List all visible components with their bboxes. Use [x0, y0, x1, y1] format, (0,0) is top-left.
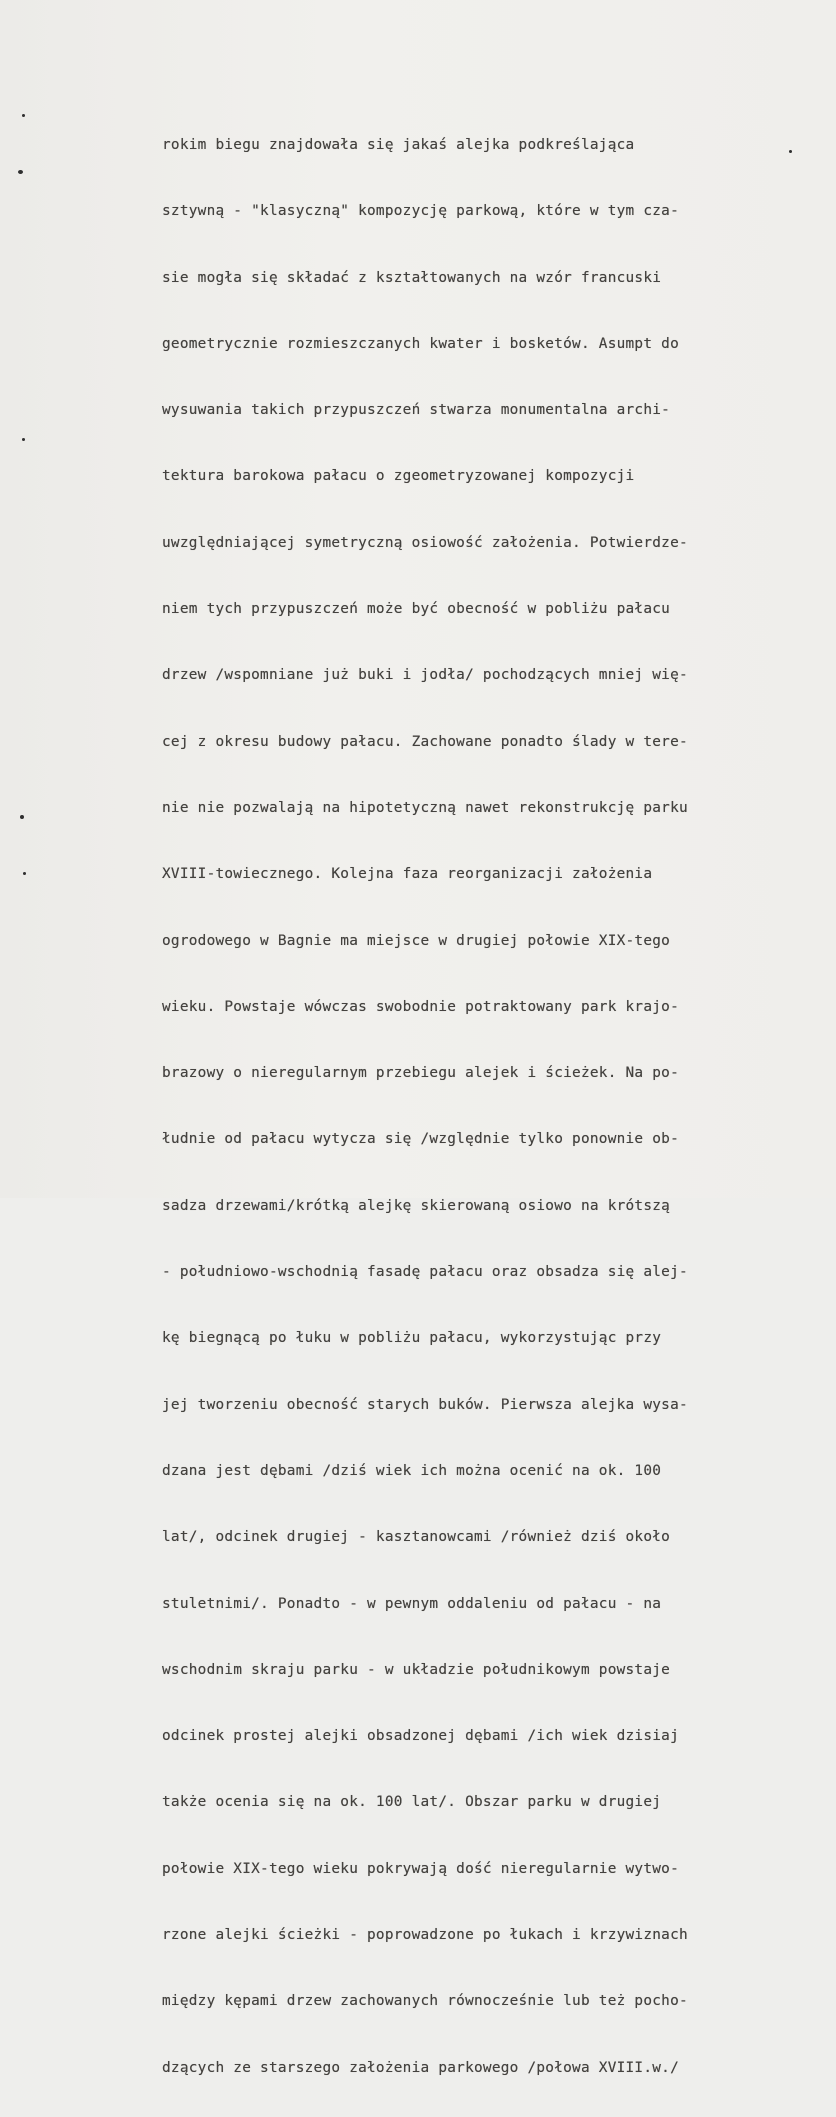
text-line: - południowo-wschodnią fasadę pałacu oraz obsadza się alej- — [162, 1264, 688, 1281]
text-line: wieku. Powstaje wówczas swobodnie potraktowany park krajo- — [162, 998, 680, 1015]
text-line: kę biegnącą po łuku w pobliżu pałacu, wykorzystując przy — [162, 1330, 662, 1347]
text-line: brazowy o nieregularnym przebiegu alejek i ścieżek. Na po- — [162, 1065, 680, 1082]
text-line: dzana jest dębami /dziś wiek ich można ocenić na ok. 100 — [162, 1462, 662, 1479]
text-line: wysuwania takich przypuszczeń stwarza monumentalna archi- — [162, 402, 671, 419]
binding-hole-mark — [23, 872, 26, 875]
typed-text-body — [162, 96, 802, 2117]
text-line: lat/, odcinek drugiej - kasztanowcami /również dziś około — [162, 1529, 671, 1546]
text-line: rzone alejki ścieżki - poprowadzone po łukach i krzywiznach — [162, 1927, 688, 1944]
binding-hole-mark — [18, 170, 23, 174]
text-line: łudnie od pałacu wytycza się /względnie tylko ponownie ob- — [162, 1131, 680, 1148]
text-line: nie nie pozwalają na hipotetyczną nawet rekonstrukcję parku — [162, 799, 688, 816]
binding-hole-mark — [22, 438, 25, 441]
text-line: sadza drzewami/krótką alejkę skierowaną osiowo na krótszą — [162, 1197, 671, 1214]
text-line: tektura barokowa pałacu o zgeometryzowanej kompozycji — [162, 468, 635, 485]
text-line: odcinek prostej alejki obsadzonej dębami /ich wiek dzisiaj — [162, 1728, 680, 1745]
binding-hole-mark — [22, 114, 25, 117]
text-line: drzew /wspomniane już buki i jodła/ pochodzących mniej wię- — [162, 667, 688, 684]
text-line: także ocenia się na ok. 100 lat/. Obszar parku w drugiej — [162, 1794, 662, 1811]
text-line: połowie XIX-tego wieku pokrywają dość nieregularnie wytwo- — [162, 1860, 680, 1877]
text-line: niem tych przypuszczeń może być obecność w pobliżu pałacu — [162, 601, 671, 618]
text-line: ogrodowego w Bagnie ma miejsce w drugiej połowie XIX-tego — [162, 932, 671, 949]
text-line: między kępami drzew zachowanych równocześnie lub też pocho- — [162, 1993, 688, 2010]
text-line: XVIII-towiecznego. Kolejna faza reorganizacji założenia — [162, 866, 653, 883]
text-line: geometrycznie rozmieszczanych kwater i bosketów. Asumpt do — [162, 335, 680, 352]
text-line: jej tworzeniu obecność starych buków. Pierwsza alejka wysa- — [162, 1396, 688, 1413]
text-line: dzących ze starszego założenia parkowego /połowa XVIII.w./ — [162, 2059, 680, 2076]
binding-hole-mark — [20, 815, 24, 819]
text-line: stuletnimi/. Ponadto - w pewnym oddaleniu od pałacu - na — [162, 1595, 662, 1612]
text-line: sie mogła się składać z kształtowanych na wzór francuski — [162, 269, 662, 286]
text-line: wschodnim skraju parku - w układzie południkowym powstaje — [162, 1661, 671, 1678]
text-line: cej z okresu budowy pałacu. Zachowane ponadto ślady w tere- — [162, 733, 688, 750]
text-line: uwzględniającej symetryczną osiowość założenia. Potwierdze- — [162, 534, 688, 551]
text-line: rokim biegu znajdowała się jakaś alejka podkreślająca — [162, 137, 635, 153]
text-line: sztywną - "klasyczną" kompozycję parkową, które w tym cza- — [162, 203, 680, 220]
